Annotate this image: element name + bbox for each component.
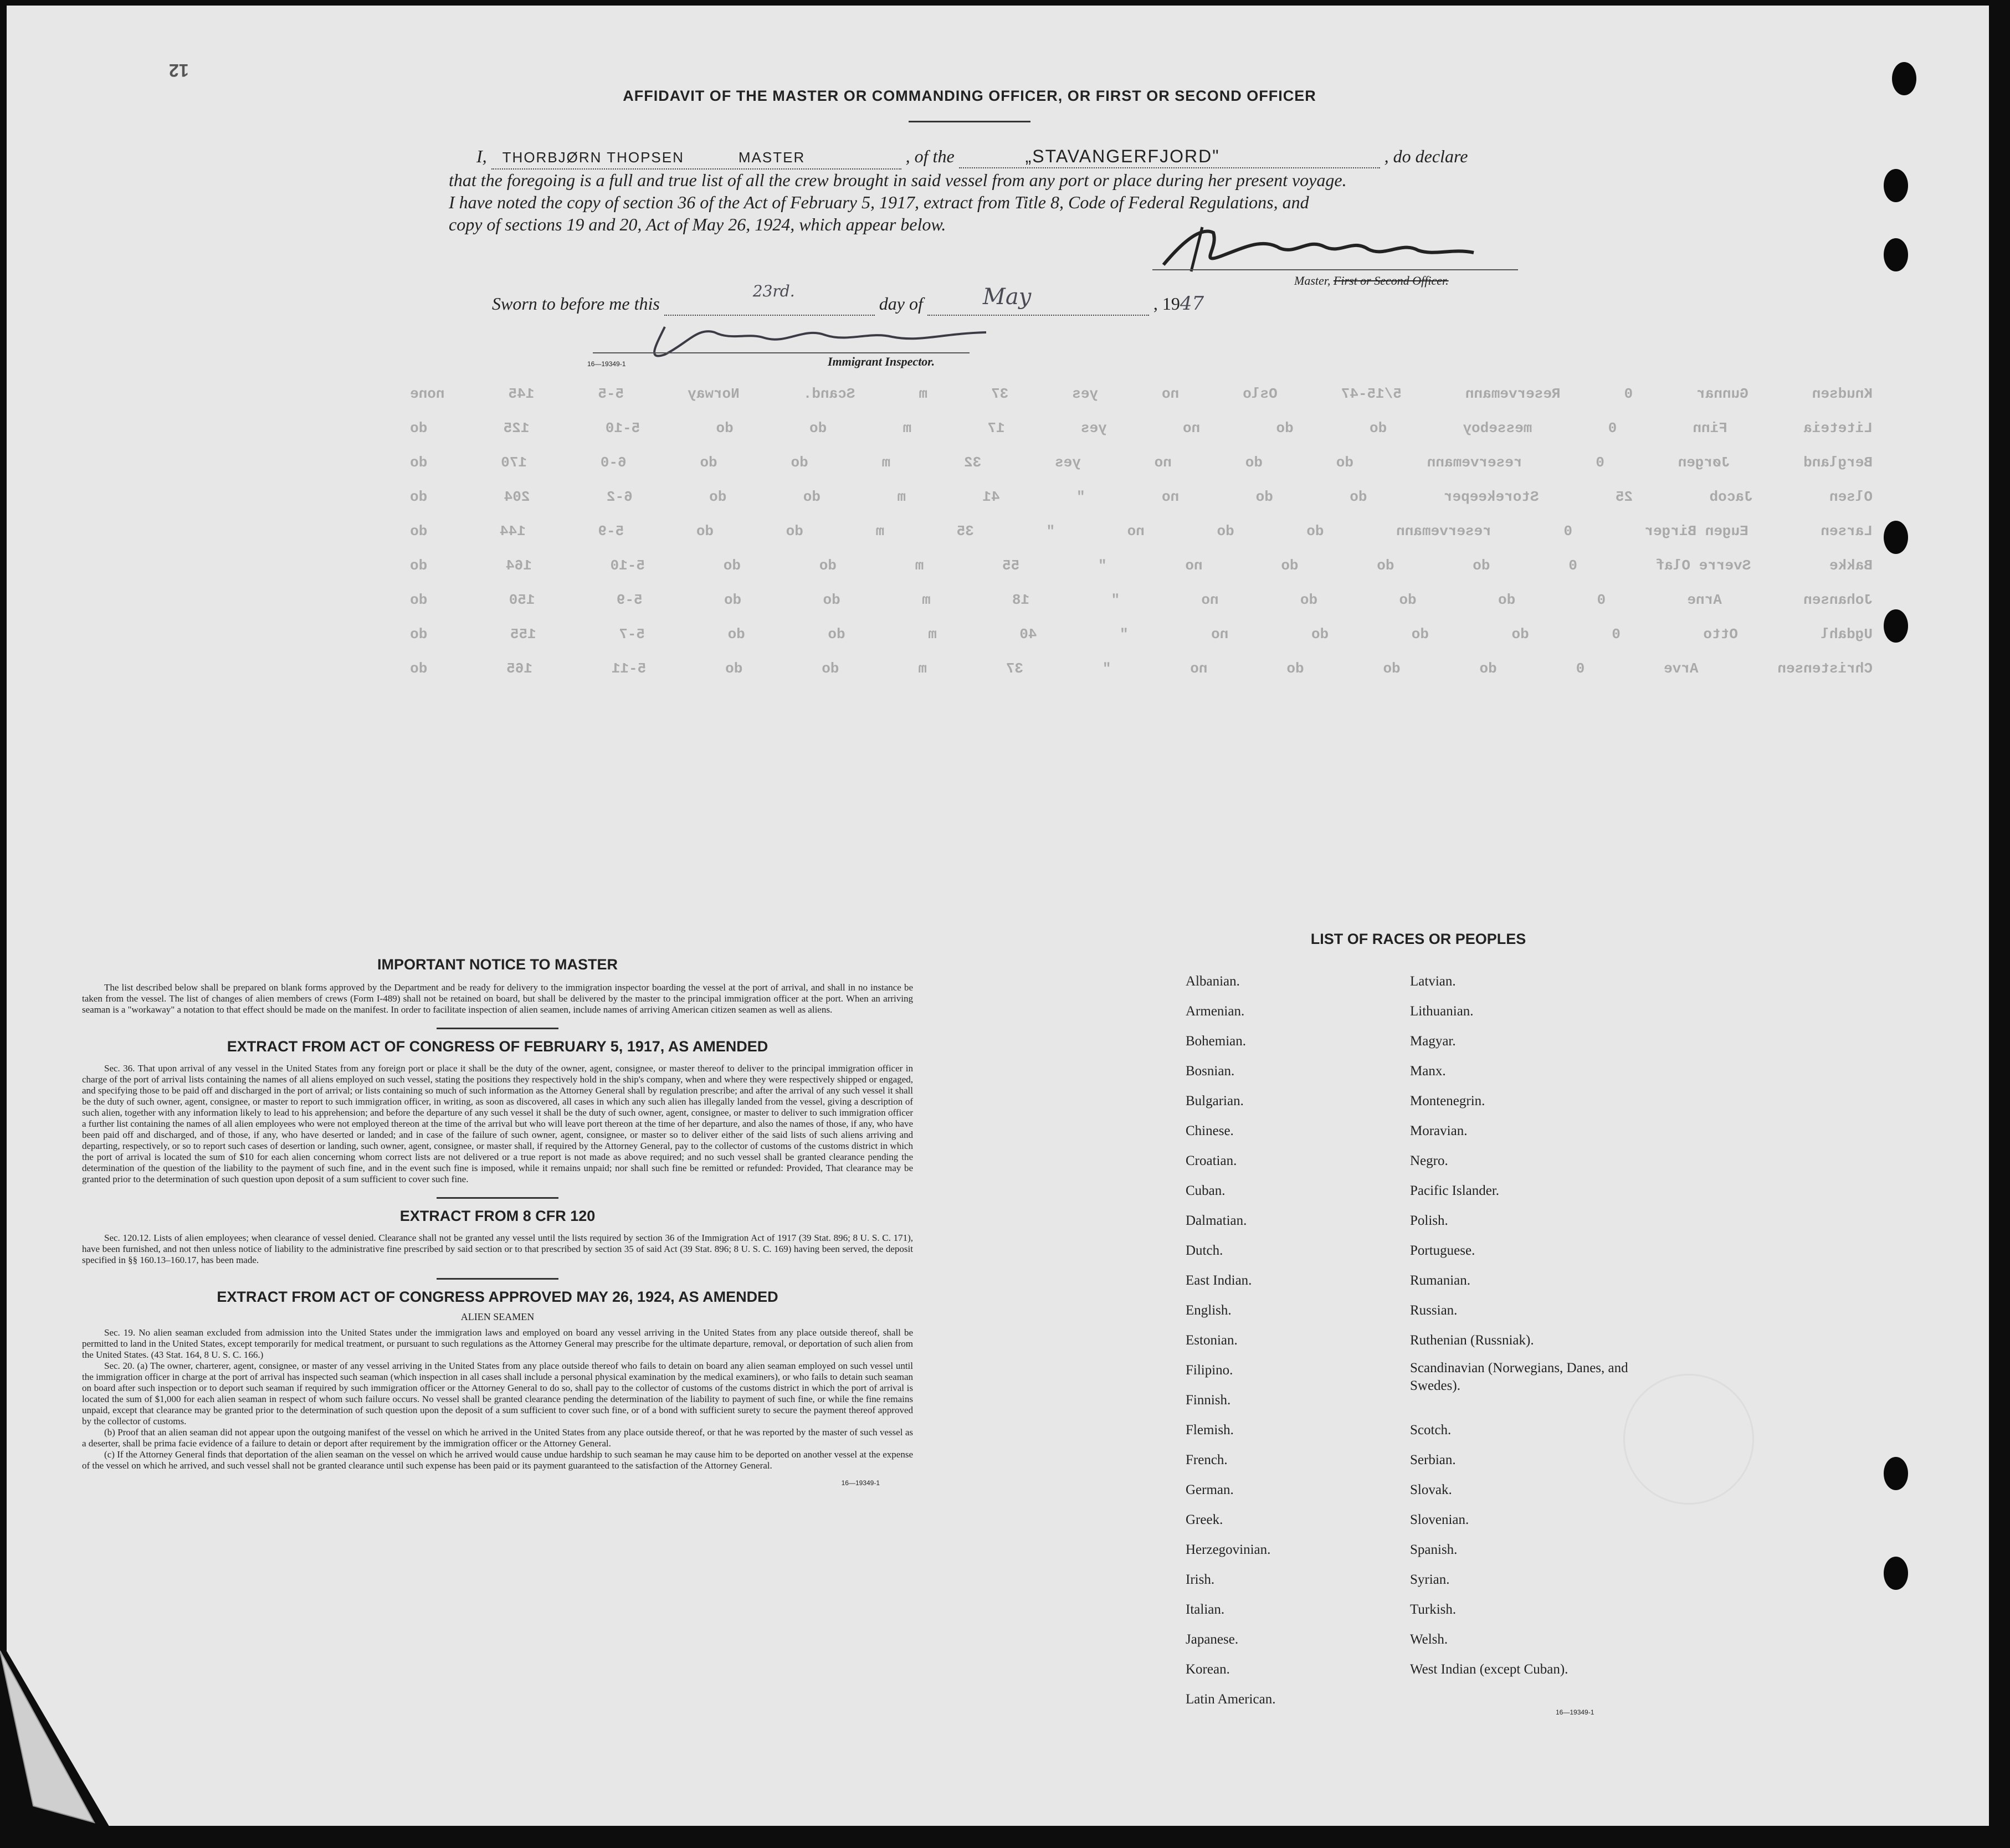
master-signature [1152, 216, 1485, 277]
bleed-through-cell: m [881, 454, 891, 471]
bleed-through-cell: Ugdahl [1821, 626, 1873, 643]
bleed-through-cell: do [709, 489, 727, 505]
scan-edge-top [0, 0, 2010, 6]
race-item: Latin American. [1186, 1692, 1276, 1707]
bleed-through-cell: Otto [1703, 626, 1738, 643]
bleed-through-cell: do [410, 626, 428, 643]
bleed-through-cell: do [410, 523, 428, 540]
bleed-through-cell: do [1399, 592, 1417, 608]
bleed-through-cell: 0 [1608, 420, 1617, 437]
bleed-through-cell: Bergland [1803, 454, 1873, 471]
sworn-year-value: 47 [1180, 292, 1204, 315]
bleed-through-cell: do [828, 626, 845, 643]
race-item: Croatian. [1186, 1153, 1237, 1168]
race-item: Armenian. [1186, 1004, 1245, 1019]
race-item: Ruthenian (Russniak). [1410, 1333, 1534, 1348]
races-column-2 [1410, 971, 1654, 1688]
race-item: Montenegrin. [1410, 1094, 1485, 1108]
bleed-through-cell: m [875, 523, 885, 540]
bleed-through-cell: 0 [1576, 660, 1585, 677]
bleed-through-cell: " [1076, 489, 1085, 505]
bleed-through-cell: 6-2 [606, 489, 633, 505]
race-item: Moravian. [1410, 1123, 1468, 1138]
declaration-line-3: I have noted the copy of section 36 of the Act of February 5, 1917, extract from Title 8, Code of Federal Regulations, and [449, 192, 1309, 212]
bleed-through-cell: do [823, 592, 840, 608]
bleed-through-cell: Norway [688, 386, 740, 402]
races-title: LIST OF RACES OR PEOPLES [1310, 931, 1526, 947]
race-item: French. [1186, 1452, 1228, 1467]
bleed-through-cell: yes [1080, 420, 1107, 437]
race-item: Bosnian. [1186, 1064, 1235, 1079]
bleed-through-cell: no [1154, 454, 1172, 471]
inspector-signature [632, 310, 1019, 366]
bleed-through-row [410, 617, 1873, 651]
bleed-through-cell: no [1182, 420, 1201, 437]
bleed-through-cell: Jacob [1709, 489, 1753, 505]
bleed-through-cell: do [809, 420, 827, 437]
scan-edge-left [0, 0, 7, 1848]
bleed-through-cell: do [410, 420, 428, 437]
bleed-through-cell: do [727, 626, 745, 643]
race-item: East Indian. [1186, 1273, 1252, 1288]
punch-hole [1884, 521, 1908, 554]
bleed-through-cell: 165 [506, 660, 532, 677]
extract-1924-title: EXTRACT FROM ACT OF CONGRESS APPROVED MAY 26, 1924, AS AMENDED [217, 1289, 778, 1305]
inspector-caption: Immigrant Inspector. [828, 355, 935, 368]
day-of-text: day of [879, 294, 923, 314]
race-item: English. [1186, 1303, 1232, 1318]
bleed-through-cell: Finn [1693, 420, 1727, 437]
race-item: Rumanian. [1410, 1273, 1471, 1288]
punch-hole [1884, 169, 1908, 202]
of-the-text: , of the [905, 146, 955, 166]
bleed-through-row [410, 651, 1873, 686]
page-number: 12 [169, 60, 189, 80]
bleed-through-cell: Scand. [803, 386, 855, 402]
race-item: Herzegovinian. [1186, 1542, 1271, 1557]
bleed-through-row [410, 445, 1873, 480]
bleed-through-row [410, 514, 1873, 548]
bleed-through-cell: yes [1072, 386, 1099, 402]
bleed-through-cell: do [1473, 557, 1490, 574]
punch-hole [1884, 1457, 1908, 1490]
race-item: Cuban. [1186, 1183, 1226, 1198]
races-list [1186, 971, 1657, 1746]
notice-title: IMPORTANT NOTICE TO MASTER [377, 956, 618, 973]
bleed-through-cell: no [1185, 557, 1203, 574]
bleed-through-cell: 37 [1006, 660, 1023, 677]
bleed-through-cell: do [1336, 454, 1353, 471]
bleed-through-cell: 5-9 [616, 592, 643, 608]
bleed-through-cell: m [903, 420, 912, 437]
extract-1924-sec19: Sec. 19. No alien seaman excluded from admission into the United States under the immigration laws and employed on board any vessel arriving in the United States from any place outside thereof, shall be permitted to land in the United States, except temporarily for medical treatment, or pursuant to such regulations as the Attorney General may prescribe for the ultimate departure, removal, or deportation of such alien from the United States. (43 Stat. 164, 8 U. S. C. 166.) [82, 1327, 913, 1360]
bleed-through-cell: 32 [963, 454, 982, 471]
bleed-through-cell: do [803, 489, 821, 505]
bleed-through-cell: 5-10 [605, 420, 640, 437]
bleed-through-cell: 40 [1019, 626, 1037, 643]
extract-1924-sec20b: (b) Proof that an alien seaman did not appear upon the outgoing manifest of the vessel on which he arrived in the United States from any place outside thereof, or that he was reported by the master of such vessel as a deserter, shall be prima facie evidence of a failure to detain or deport after requirement by the immigration officer or the Attorney General. [82, 1427, 913, 1449]
declaration-prefix: I, [476, 146, 487, 166]
race-item: Irish. [1186, 1572, 1215, 1587]
bleed-through-cell: do [1377, 557, 1394, 574]
races-column-1 [1186, 971, 1275, 1718]
race-item: Bulgarian. [1186, 1094, 1244, 1108]
bleed-through-cell: 144 [500, 523, 526, 540]
bleed-through-cell: " [1102, 660, 1111, 677]
bleed-through-cell: 5-11 [611, 660, 647, 677]
bleed-through-cell: Knudsen [1812, 386, 1873, 402]
bleed-through-row [410, 583, 1873, 617]
scan-edge-right [1989, 0, 2010, 1848]
race-item: Bohemian. [1186, 1034, 1247, 1049]
bleed-through-cell: 25 [1615, 489, 1633, 505]
race-item: Chinese. [1186, 1123, 1234, 1138]
bleed-through-cell: do [716, 420, 734, 437]
bleed-through-cell: 37 [991, 386, 1009, 402]
bleed-through-cell: " [1046, 523, 1055, 540]
bleed-through-cell: 150 [509, 592, 535, 608]
form-number-right: 16—19349-1 [1556, 1708, 1594, 1716]
punch-hole [1884, 238, 1908, 271]
bleed-through-cell: do [791, 454, 808, 471]
form-number-left: 16—19349-1 [841, 1479, 880, 1487]
extract-8cfr-title: EXTRACT FROM 8 CFR 120 [399, 1208, 596, 1224]
punch-hole [1892, 62, 1916, 95]
bleed-through-cell: do [696, 523, 714, 540]
declaration-line-2: that the foregoing is a full and true list of all the crew brought in said vessel from any port or place during her present voyage. [449, 170, 1347, 190]
race-item: Spanish. [1410, 1542, 1458, 1557]
race-item: Finnish. [1186, 1393, 1231, 1408]
bleed-through-cell: do [1383, 660, 1401, 677]
master-name-field [491, 145, 901, 170]
race-item: Flemish. [1186, 1423, 1234, 1438]
bleed-through-cell: do [1245, 454, 1263, 471]
bleed-through-cell: 55 [1002, 557, 1020, 574]
bleed-through-cell: 0 [1568, 557, 1577, 574]
signature-caption-struck: First or Second Officer. [1333, 274, 1449, 288]
bleed-through-cell: m [928, 626, 937, 643]
bleed-through-cell: do [1369, 420, 1387, 437]
bleed-through-cell: 0 [1612, 626, 1621, 643]
bleed-through-cell: no [1127, 523, 1145, 540]
bleed-through-cell: do [1276, 420, 1294, 437]
bleed-through-cell: do [1411, 626, 1429, 643]
signature-caption-master: Master, [1294, 274, 1334, 288]
race-item: Portuguese. [1410, 1243, 1475, 1258]
bleed-through-cell: 145 [508, 386, 535, 402]
bleed-through-cell: 5-7 [619, 626, 645, 643]
bleed-through-cell: 0 [1597, 592, 1606, 608]
affidavit-title: AFFIDAVIT OF THE MASTER OR COMMANDING OFFICER, OR FIRST OR SECOND OFFICER [623, 88, 1316, 104]
bleed-through-cell: do [700, 454, 717, 471]
race-item: Scandinavian (Norwegians, Danes, and Swedes). [1410, 1361, 1628, 1393]
bleed-through-cell: Jørgen [1678, 454, 1730, 471]
race-item: Manx. [1410, 1064, 1446, 1079]
race-item: West Indian (except Cuban). [1410, 1662, 1568, 1677]
faint-seal-stamp [1623, 1374, 1754, 1505]
bleed-through-cell: do [1286, 660, 1304, 677]
bleed-through-cell: " [1111, 592, 1120, 608]
bleed-through-cell: 5-10 [610, 557, 645, 574]
race-item: German. [1186, 1482, 1234, 1497]
bleed-through-cell: do [819, 557, 837, 574]
race-item: Russian. [1410, 1303, 1458, 1318]
bleed-through-cell: Storekeeper [1443, 489, 1539, 505]
extract-1917-title: EXTRACT FROM ACT OF CONGRESS OF FEBRUARY 5, 1917, AS AMENDED [227, 1038, 768, 1055]
bleed-through-cell: m [915, 557, 924, 574]
bleed-through-cell: Christensen [1777, 660, 1873, 677]
extract-1924-sec20a: Sec. 20. (a) The owner, charterer, agent, consignee, or master of any vessel arriving in the United States from any place outside thereof who fails to detain on board any alien seaman employed on such vessel until the immigration officer in charge at the port of arrival has inspected such seaman (which inspection in all cases shall include a personal physical examination by the medical examiners), or who fails to detain such seaman on board after such inspection or to deport such seaman if required by such immigration officer or the Attorney General to do so, shall pay to the collector of customs of the customs district in which the port of arrival is located the sum of $1,000 for each alien seaman in respect of whom such failure occurs. No vessel shall be granted clearance pending the determination of the liability to payment of such fine, or while the fine remains unpaid, except that clearance may be granted prior to the determination of such question upon the deposit of a sum sufficient to cover such fine, or of a bond with sufficient surety to secure the payment thereof approved by the collector of customs. [82, 1361, 913, 1426]
bleed-through-crew-list [410, 377, 1873, 686]
bleed-through-cell: " [1120, 626, 1129, 643]
race-item: Scotch. [1410, 1423, 1452, 1438]
race-item: Italian. [1186, 1602, 1225, 1617]
bleed-through-cell: 0 [1596, 454, 1604, 471]
bleed-through-cell: Larsen [1821, 523, 1873, 540]
bleed-through-cell: do [1217, 523, 1234, 540]
punch-hole [1884, 609, 1908, 643]
race-item: Syrian. [1410, 1572, 1450, 1587]
notice-text: The list described below shall be prepared on blank forms approved by the Department and be ready for delivery to the immigration inspector boarding the vessel at the port of arrival, and shall in no instance be taken from the vessel. The list of changes of alien members of crews (Form I-489) shall not be retained on board, but shall be delivered by the master to the principal immigration officer at the port. When an arriving seaman is a "workaway" a notation to that effect should be made on the manifest. In order to facilitate inspection of alien seamen, include names of arriving American citizen seamen as well as aliens. [82, 982, 913, 1015]
bleed-through-cell: do [725, 660, 743, 677]
bleed-through-cell: reservemann [1427, 454, 1522, 471]
race-item: Estonian. [1186, 1333, 1238, 1348]
race-item: Polish. [1410, 1213, 1448, 1228]
section-divider [437, 1278, 558, 1280]
race-item: Turkish. [1410, 1602, 1457, 1617]
bleed-through-cell: do [1300, 592, 1318, 608]
bleed-through-row [410, 548, 1873, 583]
bleed-through-cell: yes [1055, 454, 1081, 471]
bleed-through-cell: Oslo [1243, 386, 1278, 402]
bleed-through-cell: do [1511, 626, 1529, 643]
bleed-through-cell: 0 [1624, 386, 1633, 402]
bleed-through-row [410, 480, 1873, 514]
bleed-through-row [410, 411, 1873, 445]
bleed-through-cell: messeboy [1463, 420, 1532, 437]
race-item: Japanese. [1186, 1632, 1239, 1647]
bleed-through-cell: 35 [956, 523, 974, 540]
vessel-name-value: „STAVANGERFJORD" [1025, 146, 1220, 166]
bleed-through-cell: Sverre Olaf [1655, 557, 1751, 574]
bleed-through-cell: do [723, 557, 741, 574]
bleed-through-cell: do [1498, 592, 1516, 608]
sworn-day-value: 23rd. [752, 282, 795, 300]
bleed-through-cell: 5/15-47 [1341, 386, 1402, 402]
bleed-through-cell: none [410, 386, 445, 402]
race-item: Negro. [1410, 1153, 1448, 1168]
bleed-through-cell: do [724, 592, 742, 608]
form-number-top: 16—19349-1 [587, 360, 626, 368]
bleed-through-cell: do [410, 592, 428, 608]
race-item: Albanian. [1186, 974, 1240, 989]
bleed-through-cell: do [1311, 626, 1329, 643]
bleed-through-cell: m [897, 489, 906, 505]
bleed-through-cell: 204 [504, 489, 530, 505]
race-item: Slovenian. [1410, 1512, 1469, 1527]
bleed-through-cell: Johansen [1803, 592, 1873, 608]
bleed-through-cell: Arve [1664, 660, 1699, 677]
bleed-through-cell: Olsen [1829, 489, 1873, 505]
bleed-through-cell: reservemann [1396, 523, 1491, 540]
bleed-through-row [410, 377, 1873, 411]
bleed-through-cell: do [1281, 557, 1299, 574]
bleed-through-cell: m [922, 592, 931, 608]
extract-1924-subtitle: ALIEN SEAMEN [460, 1311, 535, 1322]
punch-hole [1884, 1557, 1908, 1590]
race-item: Korean. [1186, 1662, 1230, 1677]
bleed-through-cell: Eugen Birger [1644, 523, 1749, 540]
extract-1917-text: Sec. 36. That upon arrival of any vessel in the United States from any foreign port or place it shall be the duty of the owner, agent, consignee, or master thereof to deliver to the principal immigration officer in charge of the port of arrival lists containing the names of all aliens employed on such vessel, stating the positions they respectively hold in the ship's company, when and where they were respectively shipped or engaged, and specifying those to be paid off and discharged in the port of arrival; or lists containing so much of such information as the Attorney General shall by regulation prescribe; and after the arrival of any such vessel it shall be the duty of such owner, agent, consignee, or master to report to such immigration officer, in writing, as soon as discovered, all cases in which any such alien has illegally landed from the vessel, giving a description of such alien, together with any information likely to lead to his apprehension; and before the departure of any such vessel it shall be the duty of such owner, agent, consignee, or master to deliver to such immigration officer a further list containing the names of all alien employees who were not employed thereon at the time of the arrival but who will leave port thereon at the time of her departure, and also the names of those, if any, who have been paid off and discharged, and of those, if any, who have deserted or landed; and in case of the failure of such owner, agent, consignee, or master so to deliver either of the said lists of such aliens arriving and departing, respectively, or so to report such cases of desertion or landing, such owner, agent, consignee, or master shall, if required by the Attorney General, pay to the collector of customs of the customs district in which the port of arrival is located the sum of $10 for each alien concerning whom correct lists are not delivered or a true report is not made as above required; and no such vessel shall be granted clearance pending the determination of the question of the liability to the payment of such fine, and in the event such fine is imposed, while it remains unpaid; nor shall such fine be remitted or refunded: Provided, That clearance may be granted prior to the determination of such question upon deposit of a sum sufficient to cover such fine. [82, 1063, 913, 1184]
bleed-through-cell: Bakke [1829, 557, 1873, 574]
bleed-through-cell: 125 [503, 420, 530, 437]
sworn-line: Sworn to before me this 23rd. day of May , 1947 [492, 292, 1323, 316]
section-divider [437, 1028, 558, 1029]
bleed-through-cell: m [918, 660, 927, 677]
sworn-month-value: May [982, 284, 1032, 310]
bleed-through-cell: do [410, 557, 428, 574]
race-item: Lithuanian. [1410, 1004, 1474, 1019]
bleed-through-cell: no [1190, 660, 1208, 677]
folded-corner [0, 1640, 122, 1848]
bleed-through-cell: do [1255, 489, 1273, 505]
bleed-through-cell: do [1350, 489, 1367, 505]
bleed-through-cell: no [1162, 489, 1180, 505]
race-item: Dutch. [1186, 1243, 1223, 1258]
bleed-through-cell: no [1201, 592, 1219, 608]
bleed-through-cell: 41 [982, 489, 1000, 505]
bleed-through-cell: 5-5 [598, 386, 624, 402]
bleed-through-cell: 18 [1012, 592, 1030, 608]
inspector-line [593, 352, 970, 353]
section-divider [437, 1197, 558, 1199]
race-item: Slovak. [1410, 1482, 1452, 1497]
bleed-through-cell: 17 [987, 420, 1005, 437]
race-item: Welsh. [1410, 1632, 1448, 1647]
signature-caption [1294, 274, 1449, 288]
bleed-through-cell: do [786, 523, 803, 540]
bleed-through-cell: do [410, 489, 428, 505]
bleed-through-cell: Arne [1687, 592, 1722, 608]
bleed-through-cell: do [822, 660, 839, 677]
legal-text-column [82, 956, 913, 1487]
race-item: Serbian. [1410, 1452, 1456, 1467]
do-declare-text: , do declare [1384, 146, 1468, 166]
race-item: Filipino. [1186, 1363, 1233, 1378]
race-item: Dalmatian. [1186, 1213, 1247, 1228]
bleed-through-cell: 0 [1563, 523, 1572, 540]
bleed-through-cell: Reservemann [1465, 386, 1561, 402]
bleed-through-cell: Gunnar [1696, 386, 1749, 402]
scan-edge-bottom [0, 1826, 2010, 1848]
sworn-prefix: Sworn to before me this [492, 294, 660, 314]
bleed-through-cell: 170 [501, 454, 527, 471]
bleed-through-cell: 164 [506, 557, 532, 574]
bleed-through-cell: 155 [510, 626, 536, 643]
bleed-through-cell: do [1479, 660, 1497, 677]
bleed-through-cell: " [1098, 557, 1107, 574]
race-item: Greek. [1186, 1512, 1223, 1527]
declaration-line-4: copy of sections 19 and 20, Act of May 26, 1924, which appear below. [449, 214, 946, 234]
vessel-name-field [959, 145, 1380, 168]
bleed-through-cell: Liteteia [1803, 420, 1873, 437]
bleed-through-cell: no [1211, 626, 1229, 643]
title-underline [909, 121, 1030, 122]
bleed-through-cell: do [410, 454, 428, 471]
race-item: Magyar. [1410, 1034, 1456, 1049]
bleed-through-cell: m [919, 386, 928, 402]
bleed-through-cell: 5-9 [598, 523, 624, 540]
master-rank-value: MASTER [738, 149, 806, 166]
race-item: Pacific Islander. [1410, 1183, 1500, 1198]
bleed-through-cell: 6-0 [600, 454, 627, 471]
race-item: Latvian. [1410, 974, 1456, 989]
signature-line [1152, 269, 1518, 270]
bleed-through-cell: do [1306, 523, 1324, 540]
bleed-through-cell: no [1162, 386, 1180, 402]
master-name-value: THORBJØRN THOPSEN [502, 149, 684, 166]
declaration-line-1 [476, 145, 1529, 170]
extract-8cfr-text: Sec. 120.12. Lists of alien employees; when clearance of vessel denied. Clearance shall not be granted any vessel until the lists required by section 36 of the Immigration Act of 1917 (39 Stat. 896; 8 U. S. C. 171), have been furnished, and not then unless notice of liability to the administrative fine prescribed by said section or to that prescribed by section 35 of said Act (39 Stat. 896; 8 U. S. C. 169) having been served, the deposit specified in §§ 160.13–160.17, has been made. [82, 1233, 913, 1265]
extract-1924-sec20c: (c) If the Attorney General finds that deportation of the alien seaman on the vessel on which he arrived would cause undue hardship to such seaman he may cause him to be deported on another vessel at the expense of the vessel on which he arrived, and such vessel shall not be granted clearance until such expense has been paid or its payment guaranteed to the satisfaction of the Attorney General. [82, 1449, 913, 1471]
bleed-through-cell: do [410, 660, 428, 677]
